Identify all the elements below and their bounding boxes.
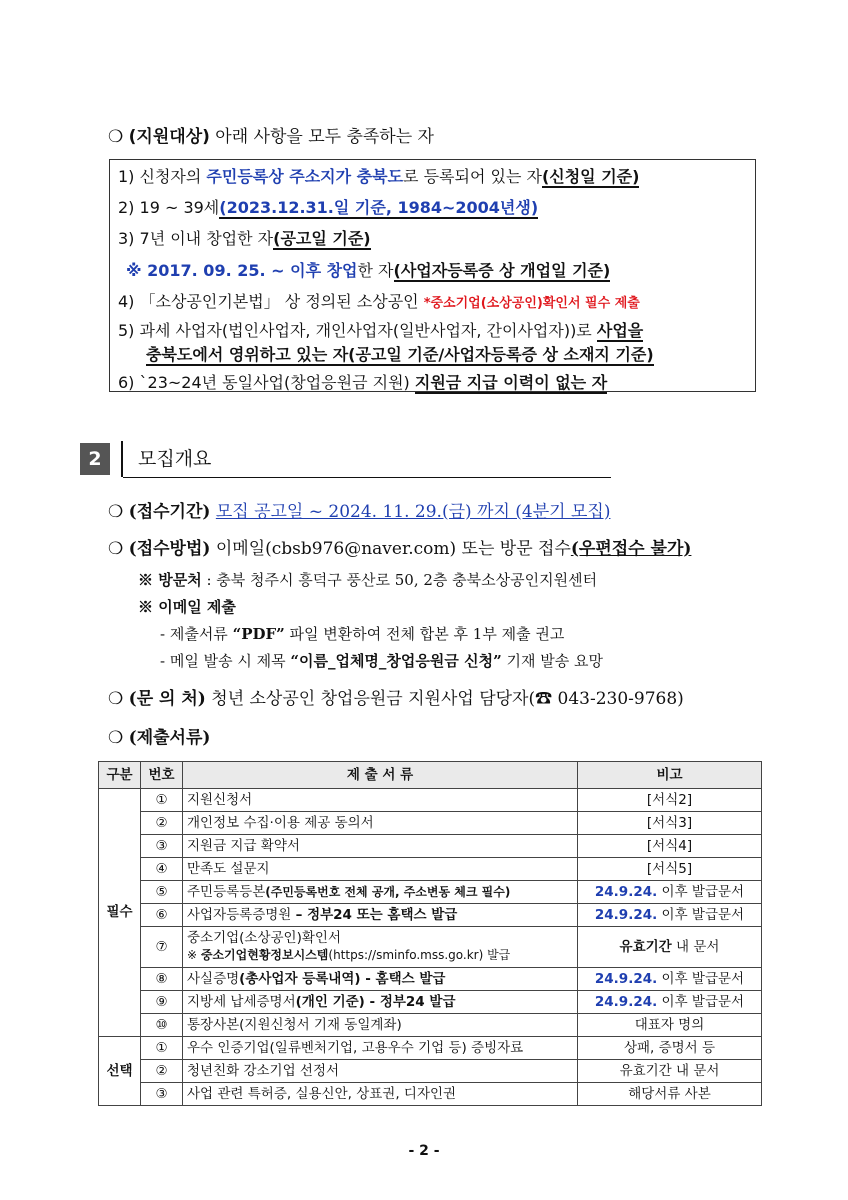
header-number: 번호 xyxy=(141,762,183,789)
criterion-2: 2) 19 ~ 39세(2023.12.31.일 기준, 1984~2004년생) xyxy=(118,198,539,217)
criterion-6: 6) `23~24년 동일사업(창업응원금 지원) 지원금 지급 이력이 없는 자 xyxy=(118,373,608,392)
documents-heading: ❍ (제출서류) xyxy=(108,728,211,748)
table-row: ⑧ 사실증명(총사업자 등록내역) - 홈택스 발급 24.9.24. 이후 발급문서 xyxy=(99,968,762,991)
table-row: ⑥ 사업자등록증명원 – 정부24 또는 홈택스 발급 24.9.24. 이후 발급문서 xyxy=(99,904,762,927)
table-header-row xyxy=(99,762,762,789)
bullet-icon: ❍ xyxy=(108,502,124,522)
group-required: 필수 xyxy=(99,789,141,1037)
criterion-5-line2: 충북도에서 영위하고 있는 자(공고일 기준/사업자등록증 상 소재지 기준) xyxy=(146,345,654,364)
email-submission-heading: ※ 이메일 제출 xyxy=(138,598,236,616)
table-row: ② 청년친화 강소기업 선정서 유효기간 내 문서 xyxy=(99,1060,762,1083)
criterion-1: 1) 신청자의 주민등록상 주소지가 충북도로 등록되어 있는 자(신청일 기준) xyxy=(118,167,640,186)
visit-location: ※ 방문처 : 충북 청주시 흥덕구 풍산로 50, 2층 충북소상공인지원센터 xyxy=(138,571,598,589)
criterion-3: 3) 7년 이내 창업한 자(공고일 기준) xyxy=(118,229,371,248)
eligibility-text: 아래 사항을 모두 충족하는 자 xyxy=(215,127,434,147)
eligibility-heading xyxy=(108,122,434,147)
table-row: ③ 사업 관련 특허증, 실용신안, 상표권, 디자인권 해당서류 사본 xyxy=(99,1083,762,1106)
group-optional: 선택 xyxy=(99,1037,141,1106)
bullet-icon: ❍ xyxy=(108,689,124,709)
eligibility-criteria-box xyxy=(109,159,756,392)
table-row: ③ 지원금 지급 확약서 [서식4] xyxy=(99,835,762,858)
section-number-badge: 2 xyxy=(80,443,110,475)
header-document: 제 출 서 류 xyxy=(183,762,578,789)
page-number: - 2 - xyxy=(408,1143,440,1159)
heading-divider xyxy=(121,441,123,477)
table-row: 선택 ① 우수 인증기업(일류벤처기업, 고용우수 기업 등) 증빙자료 상패, 증명서 등 xyxy=(99,1037,762,1060)
application-period: ❍ (접수기간) 모집 공고일 ~ 2024. 11. 29.(금) 까지 (4분기 모집) xyxy=(108,502,611,522)
table-row: ② 개인정보 수집·이용 제공 동의서 [서식3] xyxy=(99,812,762,835)
criterion-5: 5) 과세 사업자(법인사업자, 개인사업자(일반사업자, 간이사업자))로 사업을 xyxy=(118,321,644,340)
eligibility-label: (지원대상) xyxy=(128,127,210,147)
table-row: ④ 만족도 설문지 [서식5] xyxy=(99,858,762,881)
table-row: ⑤ 주민등록등본(주민등록번호 전체 공개, 주소변동 체크 필수) 24.9.24. 이후 발급문서 xyxy=(99,881,762,904)
criterion-4: 4) 「소상공인기본법」 상 정의된 소상공인 *중소기업(소상공인)확인서 필수 제출 xyxy=(118,292,640,311)
table-row: ⑦ 중소기업(소상공인)확인서 ※ 중소기업현황정보시스템(https://sminfo.mss.go.kr) 발급 유효기간 내 문서 xyxy=(99,927,762,968)
header-note: 비고 xyxy=(578,762,762,789)
table-row: 필수 ① 지원신청서 [서식2] xyxy=(99,789,762,812)
email-note-1: - 제출서류 “PDF” 파일 변환하여 전체 합본 후 1부 제출 권고 xyxy=(160,625,565,643)
table-row: ⑨ 지방세 납세증명서(개인 기준) - 정부24 발급 24.9.24. 이후 발급문서 xyxy=(99,991,762,1014)
bullet-icon: ❍ xyxy=(108,539,124,559)
bullet-icon: ❍ xyxy=(108,127,124,147)
bullet-icon: ❍ xyxy=(108,728,124,748)
contact-info: ❍ (문 의 처) 청년 소상공인 창업응원금 지원사업 담당자(☎ 043-230-9768) xyxy=(108,689,684,709)
heading-underline xyxy=(123,477,611,478)
email-note-2: - 메일 발송 시 제목 “이름_업체명_창업응원금 신청” 기재 발송 요망 xyxy=(160,652,603,670)
section-title: 모집개요 xyxy=(138,448,212,470)
criterion-3-note: ※ 2017. 09. 25. ~ 이후 창업한 자(사업자등록증 상 개업일 기준) xyxy=(126,261,611,280)
phone-icon: ☎ xyxy=(535,689,553,709)
application-method: ❍ (접수방법) 이메일(cbsb976@naver.com) 또는 방문 접수(우편접수 불가) xyxy=(108,539,692,559)
header-group: 구분 xyxy=(99,762,141,789)
table-row: ⑩ 통장사본(지원신청서 기재 동일계좌) 대표자 명의 xyxy=(99,1014,762,1037)
documents-table xyxy=(98,761,762,1106)
